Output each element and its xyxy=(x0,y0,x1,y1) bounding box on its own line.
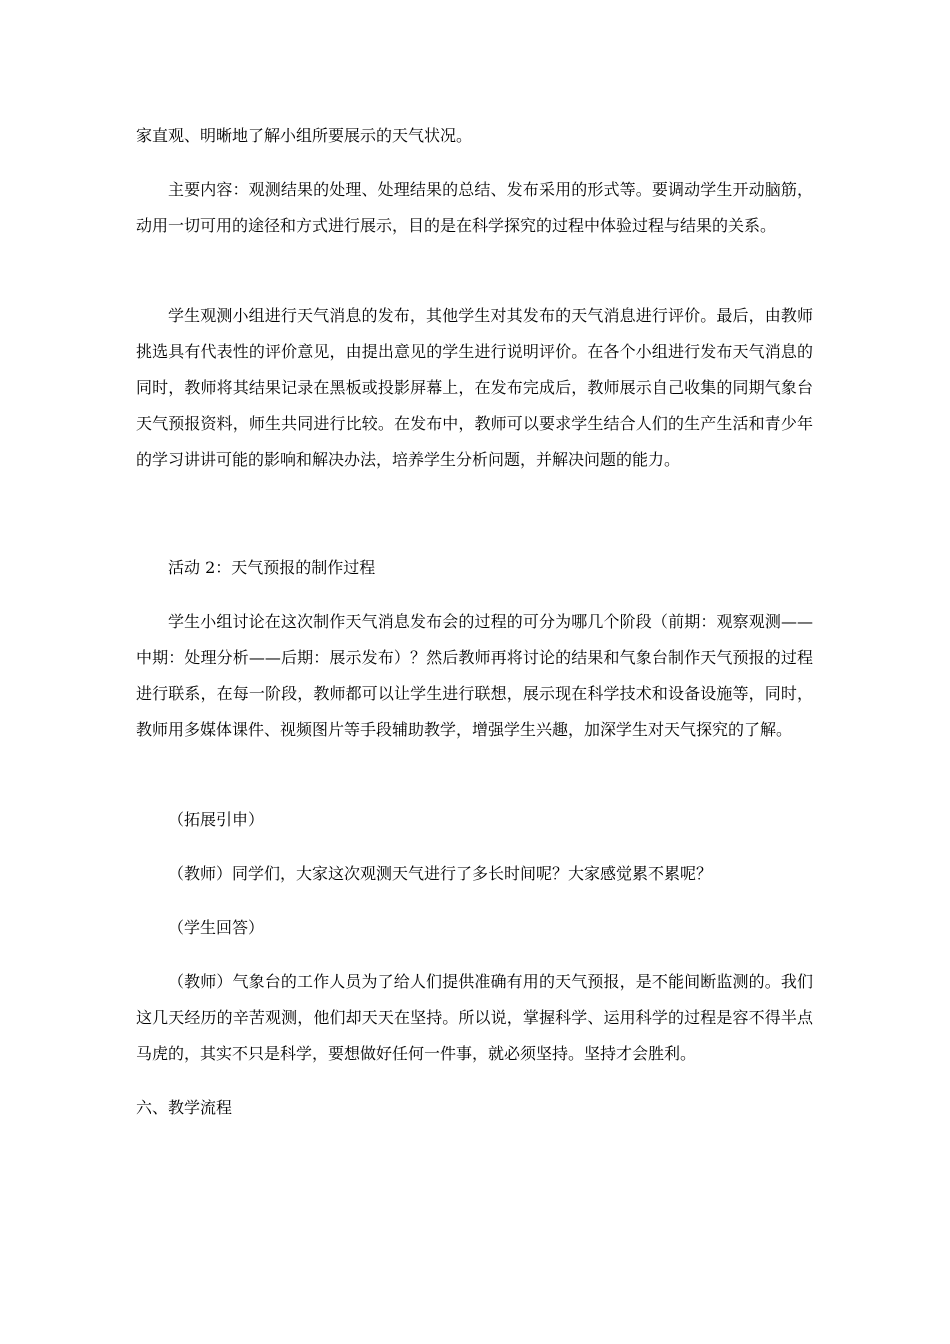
paragraph-extension: （拓展引申） xyxy=(168,810,265,829)
paragraph-main-content: 主要内容：观测结果的处理、处理结果的总结、发布采用的形式等。要调动学生开动脑筋，动用一切可用的途径和方式进行展示，目的是在科学探究的过程中体验过程与结果的关系。 xyxy=(136,180,813,235)
activity-2-heading: 活动 2：天气预报的制作过程 xyxy=(168,558,376,577)
paragraph-group-discussion: 学生小组讨论在这次制作天气消息发布会的过程的可分为哪几个阶段（前期：观察观测——中期：处理分析——后期：展示发布）？然后教师再将讨论的结果和气象台制作天气预报的过程进行联系，在每一阶段，教师都可以让学生进行联想，展示现在科学技术和设备设施等，同时，教师用多媒体课件、视频图片等手段辅助教学，增强学生兴趣，加深学生对天气探究的了解。 xyxy=(136,612,813,739)
paragraph-student-answer: （学生回答） xyxy=(168,918,265,937)
section-heading-teaching-flow: 六、教学流程 xyxy=(136,1098,233,1117)
paragraph-continuation: 家直观、明晰地了解小组所要展示的天气状况。 xyxy=(136,126,473,145)
paragraph-teacher-conclusion: （教师）气象台的工作人员为了给人们提供准确有用的天气预报，是不能间断监测的。我们这几天经历的辛苦观测，他们却天天在坚持。所以说，掌握科学、运用科学的过程是容不得半点马虎的，其实不只是科学，要想做好任何一件事，就必须坚持。坚持才会胜利。 xyxy=(136,972,813,1063)
paragraph-weather-release: 学生观测小组进行天气消息的发布，其他学生对其发布的天气消息进行评价。最后，由教师挑选具有代表性的评价意见，由提出意见的学生进行说明评价。在各个小组进行发布天气消息的同时，教师将其结果记录在黑板或投影屏幕上，在发布完成后，教师展示自己收集的同期气象台天气预报资料，师生共同进行比较。在发布中，教师可以要求学生结合人们的生产生活和青少年的学习讲讲可能的影响和解决办法，培养学生分析问题，并解决问题的能力。 xyxy=(136,306,813,469)
paragraph-teacher-question: （教师）同学们，大家这次观测天气进行了多长时间呢？大家感觉累不累呢？ xyxy=(168,864,713,883)
